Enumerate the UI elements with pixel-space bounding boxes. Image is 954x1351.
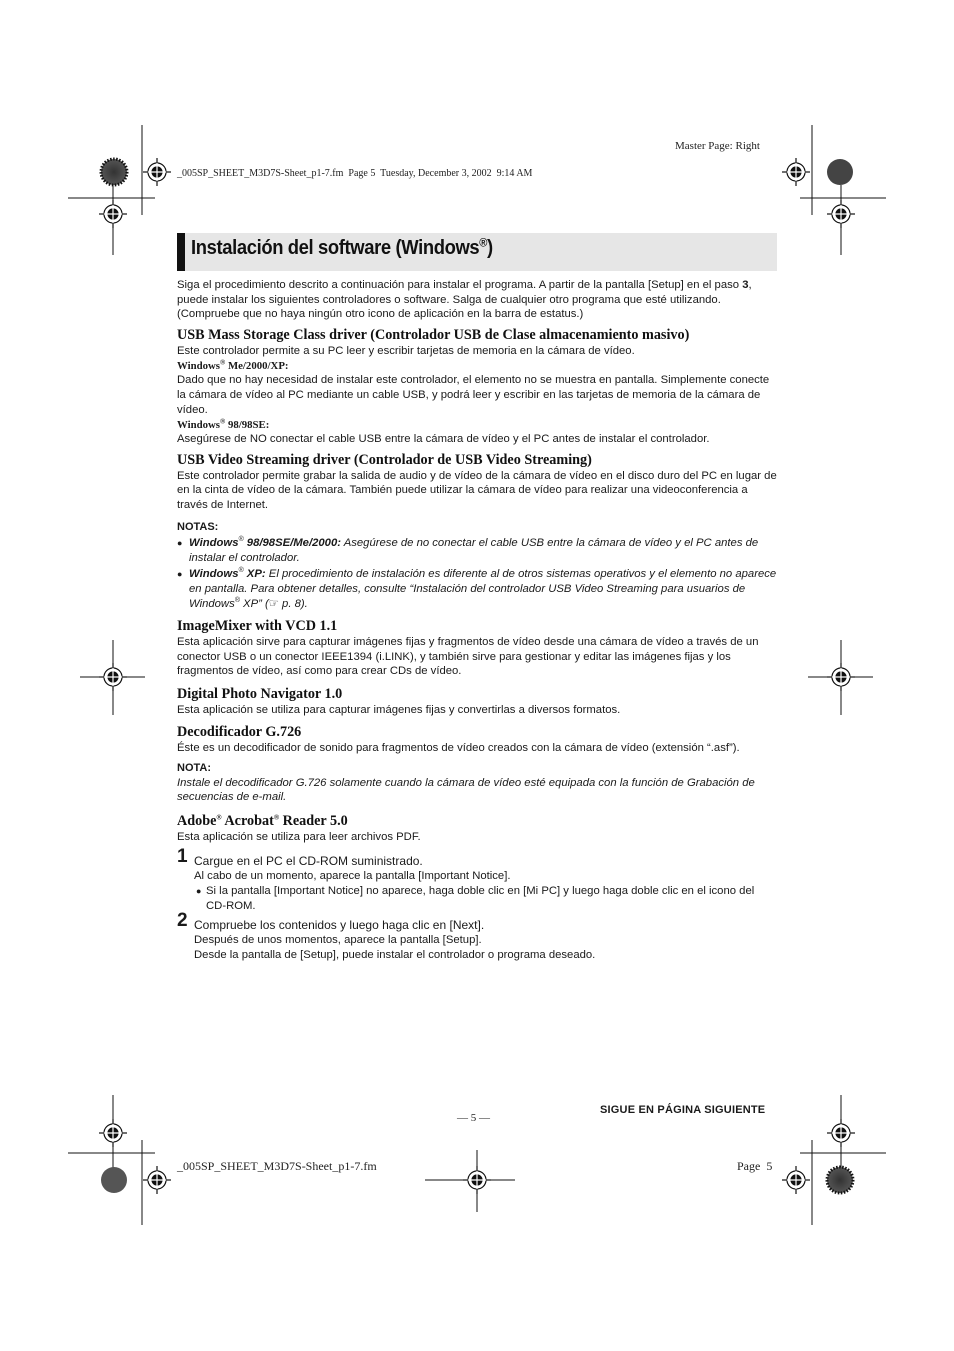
note-item: ● Windows® XP: El procedimiento de instalación es diferente al de otros sistemas operativos y el elemento no aparece en pantalla. Para obtener detalles, consulte “Instalación del controlador USB Video Streaming para usuarios de Windows® XP” (☞ p. 8).: [177, 567, 777, 610]
step-detail: Desde la pantalla de [Setup], puede instalar el controlador o programa deseado.: [194, 948, 596, 961]
adobe-heading: Adobe® Acrobat® Reader 5.0: [177, 812, 348, 829]
step-1: [177, 846, 777, 913]
step-instruction: Compruebe los contenidos y luego haga clic en [Next].: [194, 918, 485, 933]
notas-label: NOTAS:: [177, 520, 219, 533]
winme-text: Dado que no hay necesidad de instalar este controlador, el elemento no se muestra en pantalla. Simplemente conecte la cámara de vídeo al PC mediante un cable USB, y podrá leer y escribir en las tarjetas de memoria de la cámara de vídeo.: [177, 374, 770, 416]
bullet-icon: ●: [177, 569, 183, 580]
step-number: 1: [177, 846, 188, 868]
imagemixer-heading: ImageMixer with VCD 1.1: [177, 618, 338, 635]
title-accent-bar: [177, 233, 185, 271]
win98-label: Windows® 98/98SE:: [177, 417, 270, 432]
usb-mass-heading: USB Mass Storage Class driver (Controlador USB de Clase almacenamiento masivo): [177, 326, 690, 343]
usb-video-heading: USB Video Streaming driver (Controlador de USB Video Streaming): [177, 451, 592, 468]
usb-video-desc: Este controlador permite grabar la salida de audio y de vídeo de la cámara de vídeo en el disco duro del PC en lugar de en la cinta de vídeo de la cámara. También puede utilizar la cámara de vídeo para realizar una videoconferencia a través de Internet.: [177, 469, 777, 511]
file-footer: _005SP_SHEET_M3D7S-Sheet_p1-7.fm: [177, 1159, 377, 1173]
win98-text: Asegúrese de NO conectar el cable USB entre la cámara de vídeo y el PC antes de instalar el controlador.: [177, 433, 710, 446]
page-footer: Page 5: [737, 1159, 773, 1173]
step-bullet: ● Si la pantalla [Important Notice] no aparece, haga doble clic en [Mi PC] y luego haga doble clic en el icono del CD-ROM.: [196, 885, 755, 912]
page-ref-icon: ☞: [268, 597, 279, 610]
note-item: ● Windows® 98/98SE/Me/2000: Asegúrese de no conectar el cable USB entre la cámara de vídeo y el PC antes de instalar el controlador.: [177, 536, 759, 564]
intro-paragraph: Siga el procedimiento descrito a continuación para instalar el programa. A partir de la pantalla [Setup] en el paso 3, puede instalar los siguientes controladores o software. Salga de cualquier otro programa que esté utilizando. (Compruebe que no haya ningún otro icono de aplicación en la barra de estatus.): [177, 279, 752, 321]
step-detail: Después de unos momentos, aparece la pantalla [Setup].: [194, 934, 482, 947]
dpn-heading: Digital Photo Navigator 1.0: [177, 685, 343, 702]
step-instruction: Cargue en el PC el CD-ROM suministrado.: [194, 854, 423, 869]
continue-label: SIGUE EN PÁGINA SIGUIENTE: [600, 1104, 766, 1116]
file-header: _005SP_SHEET_M3D7S-Sheet_p1-7.fm Page 5 Tuesday, December 3, 2002 9:14 AM: [177, 168, 533, 179]
bullet-icon: ●: [177, 538, 183, 549]
page-number: — 5 —: [457, 1112, 490, 1124]
winme-label: Windows® Me/2000/XP:: [177, 358, 289, 373]
g726-note: Instale el decodificador G.726 solamente cuando la cámara de vídeo esté equipada con la función de Grabación de secuencias de e-mail.: [177, 776, 755, 804]
g726-heading: Decodificador G.726: [177, 724, 302, 741]
bullet-icon: ●: [196, 886, 202, 897]
adobe-desc: Esta aplicación se utiliza para leer archivos PDF.: [177, 830, 421, 843]
usb-mass-desc: Este controlador permite a su PC leer y escribir tarjetas de memoria en la cámara de vídeo.: [177, 344, 635, 357]
dpn-desc: Esta aplicación se utiliza para capturar imágenes fijas y convertirlas a diversos formatos.: [177, 703, 621, 716]
main-content: [177, 278, 777, 962]
step-2: [177, 910, 777, 962]
step-number: 2: [177, 910, 188, 932]
g726-desc: Éste es un decodificador de sonido para fragmentos de vídeo creados con la cámara de vídeo (extensión “.asf”).: [177, 742, 740, 755]
master-page-label: Master Page: Right: [675, 140, 760, 152]
imagemixer-desc: Esta aplicación sirve para capturar imágenes fijas y fragmentos de vídeo desde una cámara de vídeo a través de un conector USB o un conector IEEE1394 (i.LINK), y también sirve para gestionar y editar las imágenes fijas y los fragmentos de vídeo, así como para crear CDs de vídeo.: [177, 636, 759, 678]
page-title: Instalación del software (Windows®): [191, 235, 493, 259]
step-detail: Al cabo de un momento, aparece la pantalla [Important Notice].: [194, 870, 511, 883]
section-title-band: [177, 233, 777, 271]
nota-label: NOTA:: [177, 762, 212, 775]
